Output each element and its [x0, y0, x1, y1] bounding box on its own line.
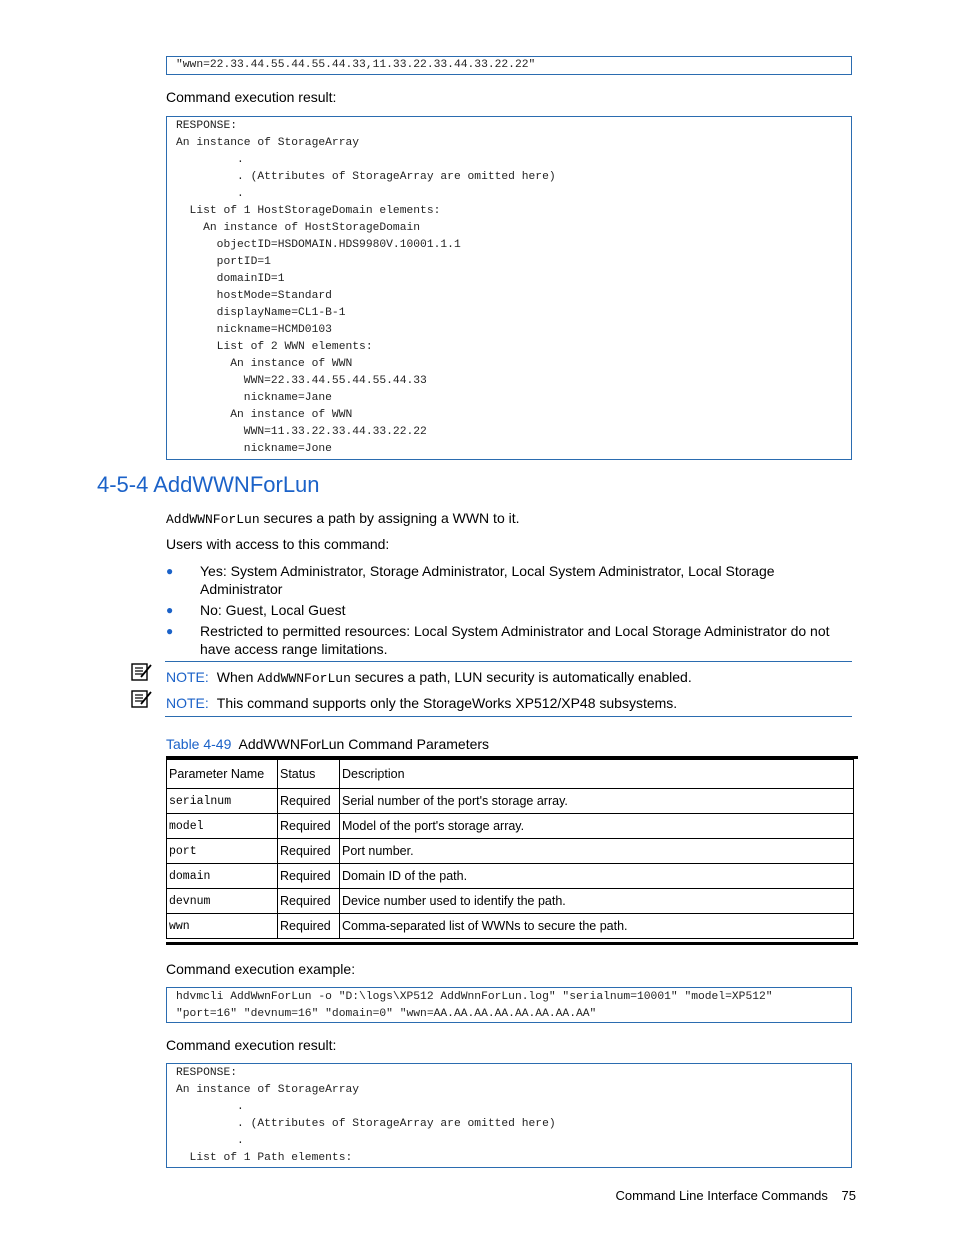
note-text: secures a path, LUN security is automatically enabled.: [350, 669, 692, 685]
intro-command-name: AddWWNForLun: [166, 512, 260, 527]
param-name-cell: devnum: [167, 889, 278, 914]
param-name-cell: domain: [167, 864, 278, 889]
result-label-2: Command execution result:: [166, 1037, 337, 1053]
example-label: Command execution example:: [166, 961, 356, 977]
response-box-1: [166, 116, 852, 460]
column-header: Description: [340, 760, 854, 789]
description-cell: Device number used to identify the path.: [340, 889, 854, 914]
response-box-2: [166, 1063, 852, 1168]
status-cell: Required: [278, 864, 340, 889]
bullet-text: No: Guest, Local Guest: [200, 602, 346, 618]
table-bottom-rule: [166, 942, 858, 945]
bullet-text: Yes: System Administrator, Storage Administrator, Local System Administrator, Local Storage Administrator: [200, 563, 775, 597]
note-bottom-divider: [165, 716, 852, 717]
footer-text: Command Line Interface Commands: [615, 1188, 828, 1203]
example-code-text: hdvmcli AddWwnForLun -o "D:\logs\XP512 AddWnnForLun.log" "serialnum=10001" "model=XP512" "port=16" "devnum=16" "domain=0" "wwn=AA.AA.AA.AA.AA.AA.AA.AA": [176, 991, 773, 1020]
param-name-cell: model: [167, 814, 278, 839]
page-footer: [615, 1188, 856, 1203]
column-header: Parameter Name: [167, 760, 278, 789]
example-code-box: [166, 987, 852, 1023]
table-header-row: [167, 760, 854, 789]
table-row: [167, 814, 854, 839]
list-item: [166, 622, 856, 658]
note-icon: [131, 662, 153, 682]
response-text-1: RESPONSE: An instance of StorageArray . . (Attributes of StorageArray are omitted here) . List of 1 HostStorageDomain elements: An instance of HostStorageDomain objectID=HSDOMAIN.HDS9980V.10001.1.1 portID=1 domainID=1 hostMode=Standard displayName=CL1-B-1 nickname=HCMD0103 List of 2 WWN elements: An instance of WWN WWN=22.33.44.55.44.55.44.33 nickname=Jane An instance of WWN WWN=11.33.22.33.44.33.22.22 nickname=Jone: [176, 120, 556, 455]
description-cell: Model of the port's storage array.: [340, 814, 854, 839]
table-row: [167, 839, 854, 864]
bullet-icon: ●: [166, 624, 174, 638]
note-top-divider: [165, 661, 852, 662]
param-name-cell: serialnum: [167, 789, 278, 814]
note-1: [166, 668, 692, 688]
section-heading: 4-5-4 AddWWNForLun: [97, 472, 320, 497]
status-cell: Required: [278, 839, 340, 864]
note-command-name: AddWWNForLun: [257, 671, 351, 686]
intro-text: secures a path by assigning a WWN to it.: [259, 510, 520, 526]
table-row: [167, 889, 854, 914]
note-label: NOTE:: [166, 669, 209, 685]
wwn-code-box: [166, 56, 852, 75]
intro-paragraph: [166, 509, 520, 529]
response-text-2: RESPONSE: An instance of StorageArray . . (Attributes of StorageArray are omitted here) . List of 1 Path elements:: [176, 1067, 556, 1164]
parameters-table: [166, 759, 854, 939]
description-cell: Domain ID of the path.: [340, 864, 854, 889]
wwn-code-text: "wwn=22.33.44.55.44.55.44.33,11.33.22.33.44.33.22.22": [176, 59, 536, 71]
table-row: [167, 789, 854, 814]
param-name-cell: wwn: [167, 914, 278, 939]
table-row: [167, 864, 854, 889]
param-name-cell: port: [167, 839, 278, 864]
column-header: Status: [278, 760, 340, 789]
description-cell: Comma-separated list of WWNs to secure the path.: [340, 914, 854, 939]
table-caption-text: AddWWNForLun Command Parameters: [238, 736, 490, 752]
note-text: This command supports only the StorageWorks XP512/XP48 subsystems.: [216, 695, 678, 711]
note-label: NOTE:: [166, 695, 209, 711]
users-label: Users with access to this command:: [166, 536, 390, 552]
status-cell: Required: [278, 914, 340, 939]
table-row: [167, 914, 854, 939]
table-caption: [166, 735, 489, 753]
bullet-icon: ●: [166, 564, 174, 578]
note-icon: [131, 689, 153, 709]
bullet-text: Restricted to permitted resources: Local System Administrator and Local Storage Administrator do not have access range limitations.: [200, 623, 830, 657]
list-item: [166, 601, 856, 619]
status-cell: Required: [278, 889, 340, 914]
table-caption-number: Table 4-49: [166, 736, 232, 752]
description-cell: Serial number of the port's storage array.: [340, 789, 854, 814]
note-2: [166, 694, 677, 712]
bullet-icon: ●: [166, 603, 174, 617]
status-cell: Required: [278, 789, 340, 814]
result-label-1: Command execution result:: [166, 89, 337, 105]
page-number: 75: [841, 1188, 856, 1203]
description-cell: Port number.: [340, 839, 854, 864]
note-text: When: [216, 669, 258, 685]
list-item: [166, 562, 856, 598]
status-cell: Required: [278, 814, 340, 839]
